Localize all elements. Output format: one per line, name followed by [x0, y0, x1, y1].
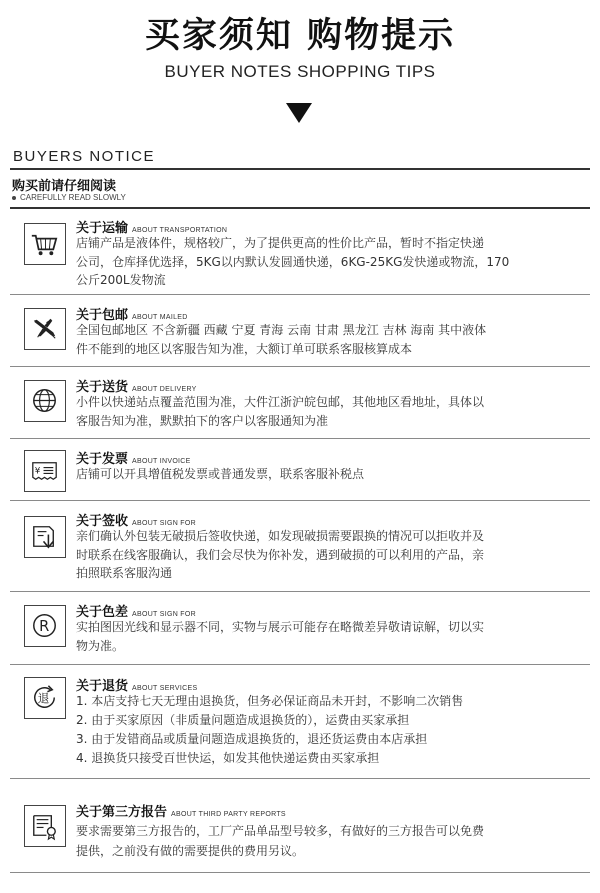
body-line: 物为准。	[76, 638, 125, 653]
section-body	[76, 465, 574, 484]
notice-heading: BUYERS NOTICE	[13, 148, 156, 165]
read-sub-text: CAREFULLY READ SLOWLY	[20, 193, 126, 202]
section-title: 关于色差	[76, 605, 129, 620]
section-subtitle: ABOUT SIGN FOR	[132, 611, 196, 618]
airplane-icon	[24, 308, 66, 350]
section-body	[76, 692, 574, 768]
sign-download-icon	[24, 516, 66, 558]
return-icon-text: 退	[37, 691, 50, 706]
body-line: 公司，仓库择优选择，5KG以内默认发圆通快递，6KG-25KG发快递或物流，170	[76, 254, 510, 269]
shopping-cart-icon	[24, 223, 66, 265]
section-title: 关于第三方报告	[76, 805, 168, 820]
section-subtitle: ABOUT INVOICE	[132, 458, 191, 465]
body-line: 公斤200L发物流	[76, 273, 166, 287]
section-divider	[10, 366, 590, 367]
section-divider	[10, 438, 590, 439]
body-line: 亲们确认外包装无破损后签收快递，如发现破损需要跟换的情况可以拒收并及	[76, 529, 485, 543]
section-subtitle: ABOUT SIGN FOR	[132, 520, 196, 527]
section-title: 关于发票	[76, 452, 129, 467]
body-line: 时联系在线客服确认，我们会尽快为你补发，遇到破损的可以利用的产品，亲	[76, 547, 485, 562]
body-line: 要求需要第三方报告的，工厂产品单品型号较多，有做好的三方报告可以免费	[76, 824, 485, 838]
section-header	[76, 801, 286, 820]
certificate-icon	[24, 805, 66, 847]
section-subtitle: ABOUT MAILED	[132, 314, 188, 321]
section-body	[76, 821, 574, 861]
section-subtitle: ABOUT DELIVERY	[132, 386, 197, 393]
body-line: 2. 由于买家原因（非质量问题造成退换货的），运费由买家承担	[76, 713, 410, 727]
body-line: 店铺产品是液体件，规格较广，为了提供更高的性价比产品，暂时不指定快递	[76, 236, 485, 250]
body-line: 全国包邮地区 不含新疆 西藏 宁夏 青海 云南 甘肃 黑龙江 吉林 海南 其中液体	[76, 323, 487, 337]
body-line: 件不能到的地区以客服告知为准，大额订单可联系客服核算成本	[76, 341, 413, 356]
bullet-icon	[12, 196, 16, 200]
body-line: 小件以快递站点覆盖范围为准，大件江浙沪皖包邮，其他地区看地址，具体以	[76, 395, 485, 409]
read-rule	[10, 207, 590, 209]
section-divider	[10, 500, 590, 501]
down-arrow-icon	[286, 103, 312, 123]
section-subtitle: ABOUT TRANSPORTATION	[132, 227, 228, 234]
body-line: 店铺可以开具增值税发票或普通发票，联系客服补税点	[76, 467, 365, 481]
svg-text:R: R	[39, 617, 50, 635]
body-line: 实拍图因光线和显示器不同，实物与展示可能存在略微差异敬请谅解，切以实	[76, 620, 485, 634]
section-body	[76, 393, 574, 430]
section-divider	[10, 664, 590, 665]
svg-text:¥: ¥	[34, 466, 41, 477]
section-divider	[10, 778, 590, 779]
read-carefully-subtitle	[12, 193, 126, 202]
section-title: 关于运输	[76, 221, 129, 236]
section-subtitle: ABOUT THIRD PARTY REPORTS	[171, 811, 286, 818]
body-line: 提供，之前没有做的需要提供的费用另议。	[76, 844, 305, 858]
section-body	[76, 234, 574, 290]
section-divider	[10, 872, 590, 873]
invoice-icon	[24, 450, 66, 492]
heading-rule	[10, 168, 590, 170]
globe-icon	[24, 380, 66, 422]
section-body	[76, 321, 574, 358]
return-icon	[24, 677, 66, 719]
section-divider	[10, 294, 590, 295]
body-line: 4. 退换货只接受百世快运，如发其他快递运费由买家承担	[76, 751, 380, 765]
page-title: 买家须知 购物提示	[144, 16, 456, 56]
read-carefully-title: 购买前请仔细阅读	[12, 179, 117, 194]
section-title: 关于签收	[76, 514, 129, 529]
body-line: 拍照联系客服沟通	[76, 566, 173, 580]
section-body	[76, 527, 574, 583]
body-line: 3. 由于发错商品或质量问题造成退换货的，退还货运费由本店承担	[76, 732, 428, 746]
section-title: 关于退货	[76, 679, 129, 694]
registered-icon	[24, 605, 66, 647]
page-subtitle: BUYER NOTES SHOPPING TIPS	[164, 62, 436, 81]
section-divider	[10, 591, 590, 592]
body-line: 1. 本店支持七天无理由退换货，但务必保证商品未开封，不影响二次销售	[76, 694, 464, 708]
section-body	[76, 618, 574, 655]
section-title: 关于送货	[76, 380, 129, 395]
section-subtitle: ABOUT SERVICES	[132, 685, 198, 692]
body-line: 客服告知为准，默默拍下的客户以客服通知为准	[76, 413, 329, 428]
section-title: 关于包邮	[76, 308, 129, 323]
